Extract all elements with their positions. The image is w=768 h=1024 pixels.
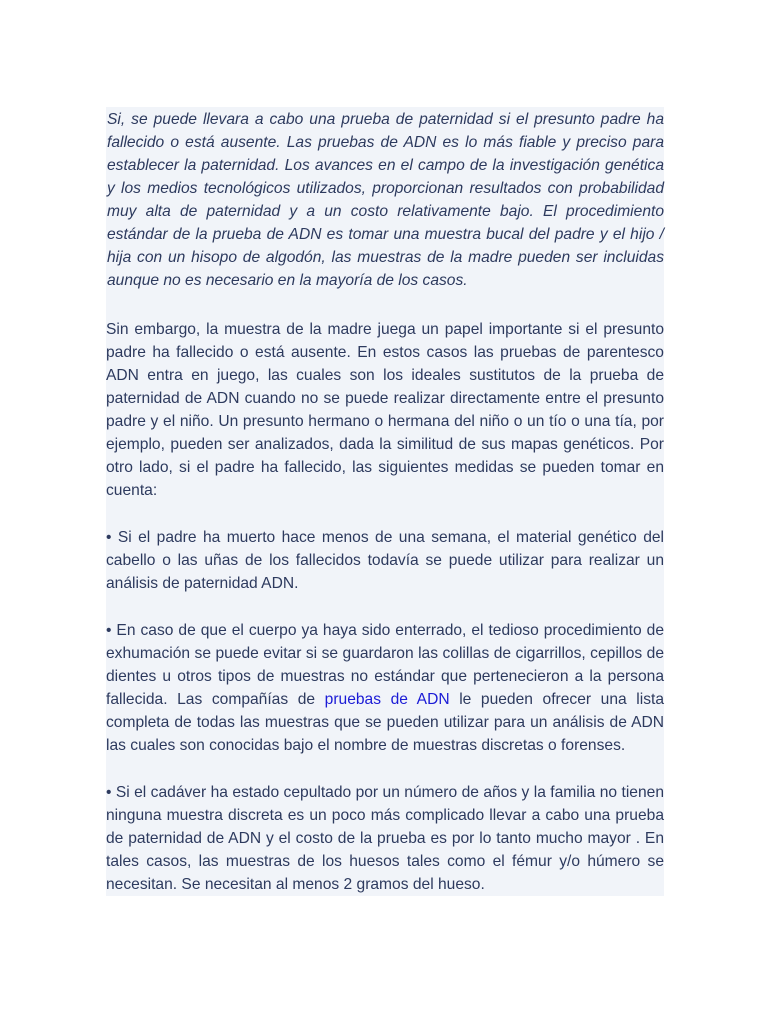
- paragraph-gap: [106, 294, 664, 318]
- paragraph-2: Sin embargo, la muestra de la madre juega un papel importante si el presunto padre ha fallecido o está ausente. En estos casos las pruebas de parentesco ADN entra en juego, las cuales son los ideales sustitutos de la prueba de paternidad de ADN cuando no se puede realizar directamente entre el presunto padre y el niño. Un presunto hermano o hermana del niño o un tío o una tía, por ejemplo, pueden ser analizados, dada la similitud de sus mapas genéticos. Por otro lado, si el padre ha fallecido, las siguientes medidas se pueden tomar en cuenta:: [106, 321, 664, 499]
- document-body: [106, 107, 664, 896]
- paragraph-gap: [106, 757, 664, 781]
- intro-paragraph: Si, se puede llevara a cabo una prueba de paternidad si el presunto padre ha fallecido o está ausente. Las pruebas de ADN es lo más fiable y preciso para establecer la paternidad. Los avances en el campo de la investigación genética y los medios tecnológicos utilizados, proporcionan resultados con probabilidad muy alta de paternidad y a un costo relativamente bajo. El procedimiento estándar de la prueba de ADN es tomar una muestra bucal del padre y el hijo / hija con un hisopo de algodón, las muestras de la madre pueden ser incluidas aunque no es necesario en la mayoría de los casos.: [107, 111, 664, 289]
- bullet-2: [106, 619, 664, 757]
- bullet-1: • Si el padre ha muerto hace menos de una semana, el material genético del cabello o las uñas de los fallecidos todavía se puede utilizar para realizar un análisis de paternidad ADN.: [106, 529, 664, 592]
- bullet-3: • Si el cadáver ha estado cepultado por un número de años y la familia no tienen ninguna muestra discreta es un poco más complicado llevar a cabo una prueba de paternidad de ADN y el costo de la prueba es por lo tanto mucho mayor . En tales casos, las muestras de los huesos tales como el fémur y/o húmero se necesitan. Se necesitan al menos 2 gramos del hueso.: [106, 784, 664, 893]
- pruebas-adn-link[interactable]: pruebas de ADN: [324, 691, 450, 708]
- bullet-2-text-end: le pueden ofrecer una lista completa de todas las muestras que se pueden utilizar para un análisis de ADN las cuales son conocidas bajo el nombre de muestras discretas o forenses.: [106, 691, 664, 754]
- paragraph-gap: [106, 595, 664, 619]
- bullet-2-text-start: • En caso de que el cuerpo ya haya sido enterrado, el tedioso procedimiento de exhumación se puede evitar si se guardaron las colillas de cigarrillos, cepillos de dientes u otros tipos de muestras no estándar que pertenecieron a la persona fallecida. Las compañías de: [106, 622, 664, 708]
- paragraph-gap: [106, 502, 664, 526]
